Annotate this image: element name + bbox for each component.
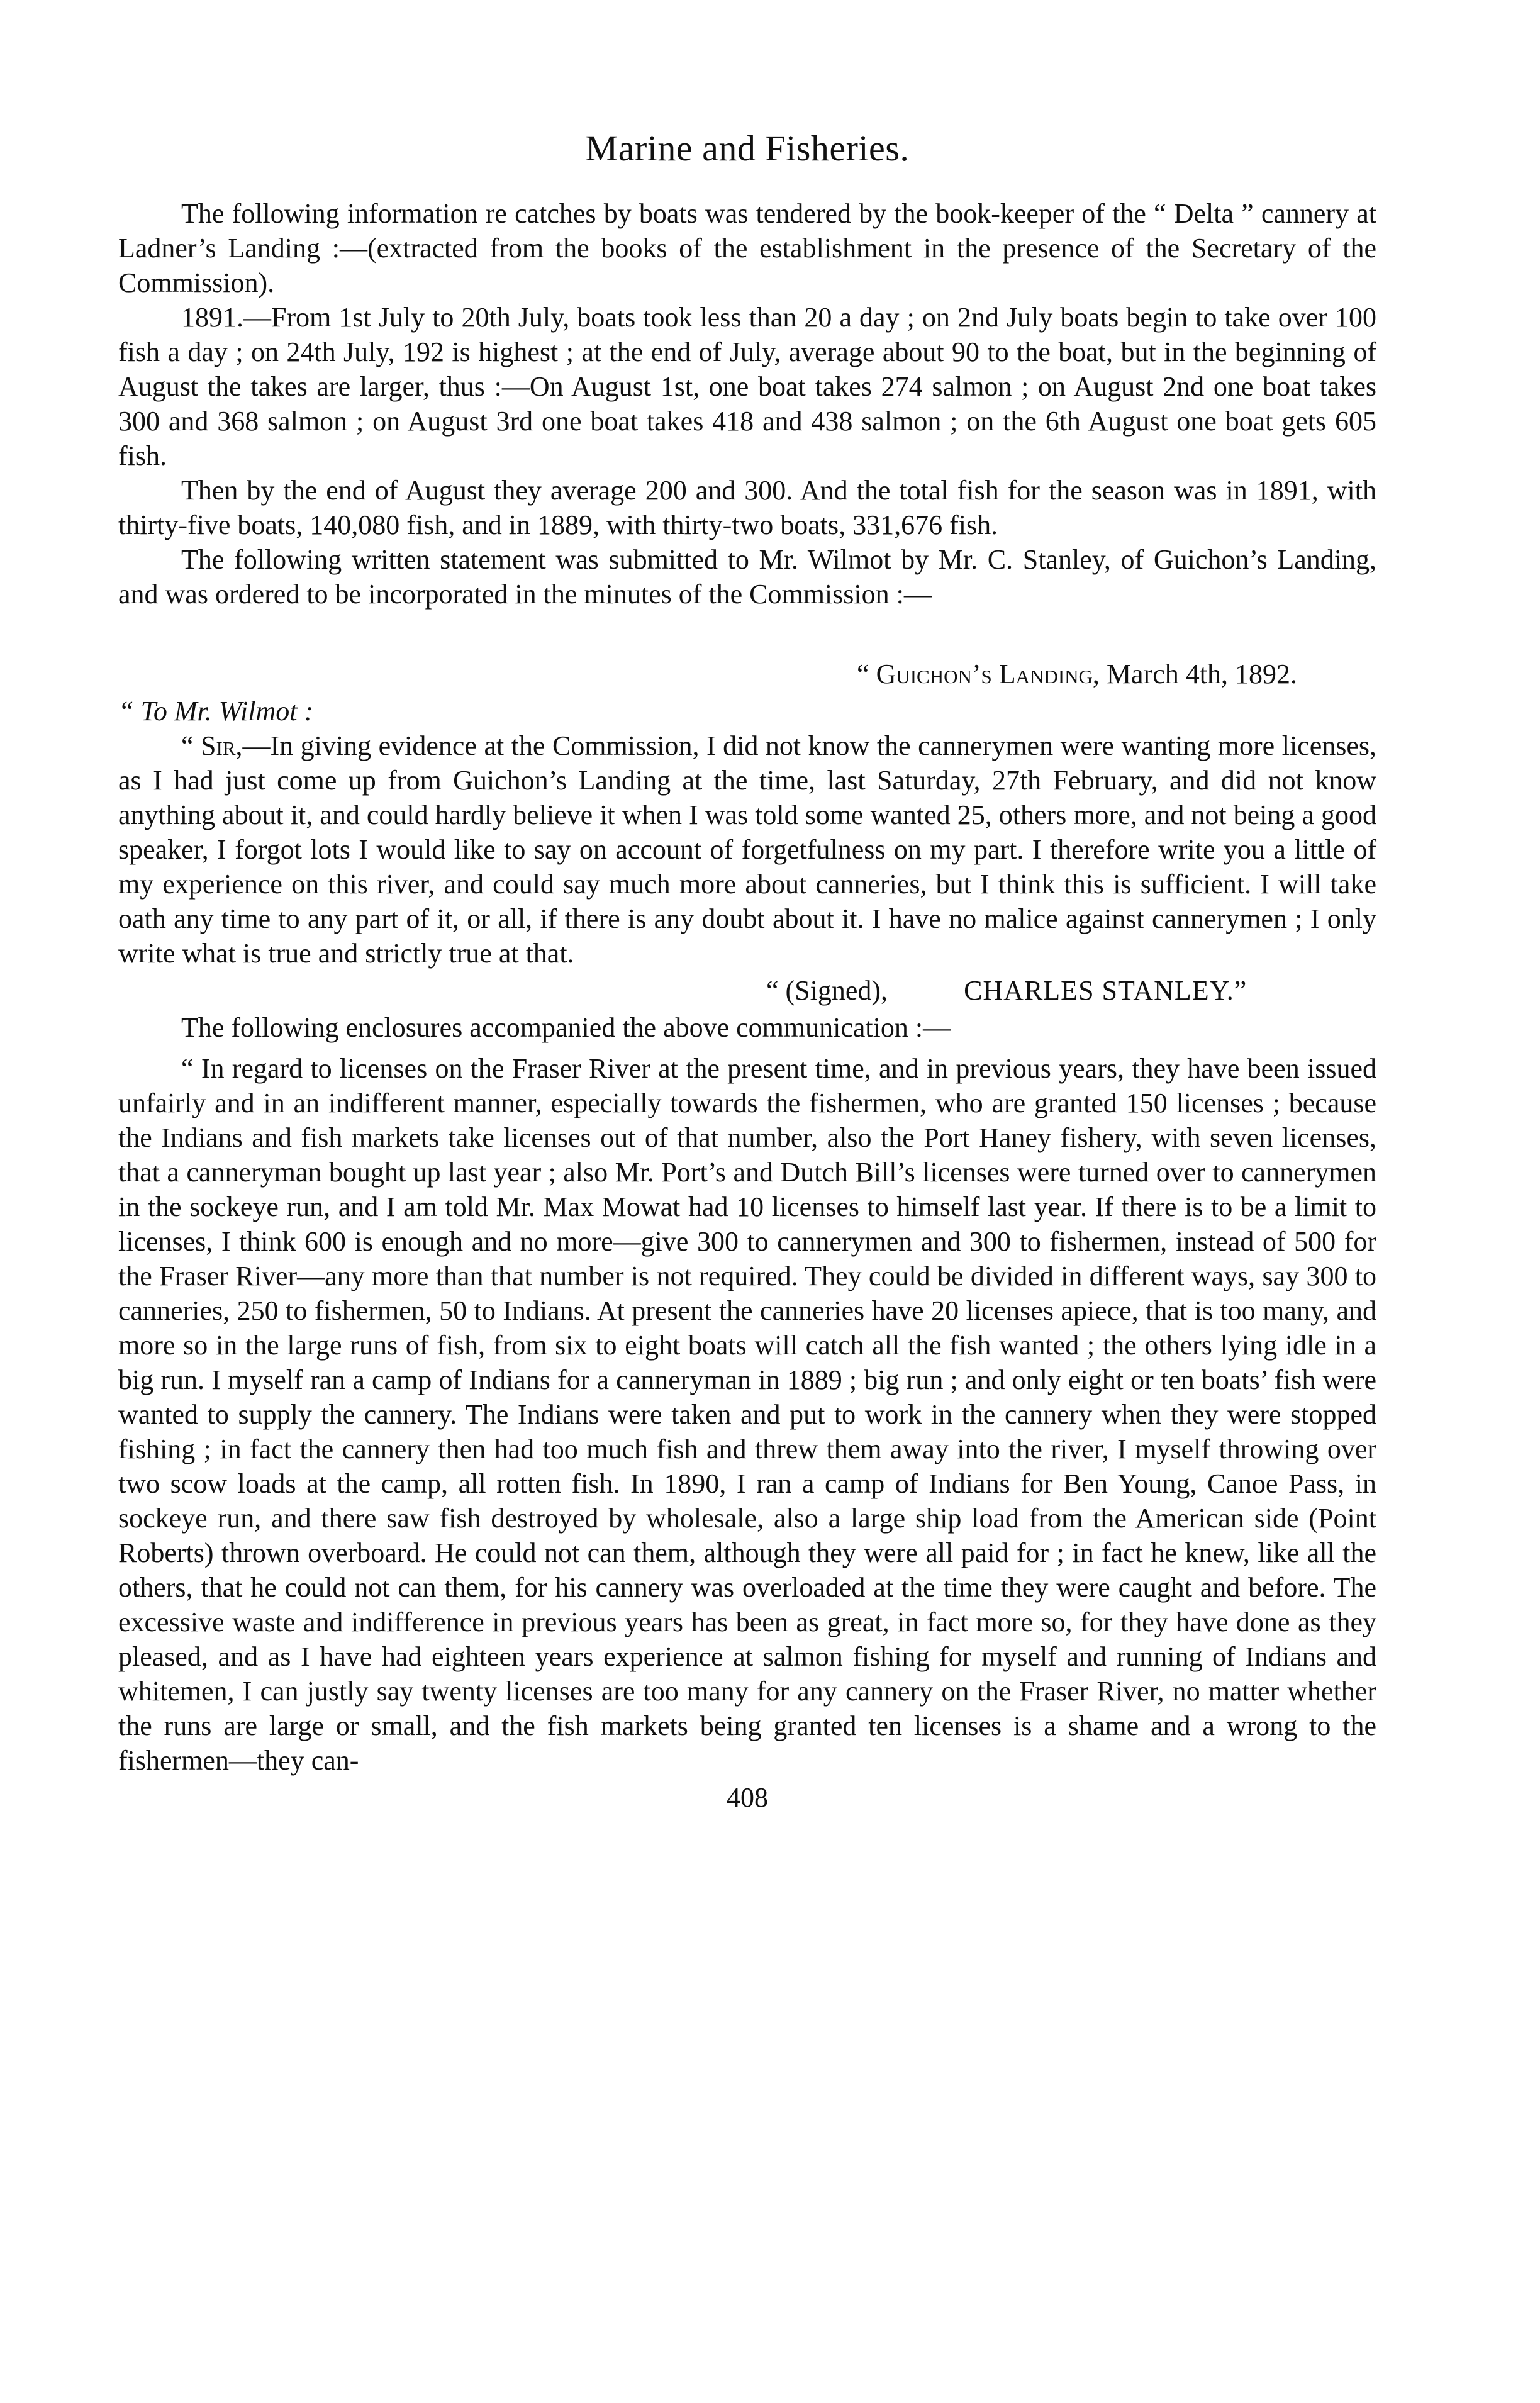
signed-label: “ (Signed), [766, 975, 888, 1006]
letter-salutation: “ To Mr. Wilmot : [118, 696, 314, 727]
enclosures-intro: The following enclosures accompanied the above communication :— [181, 1012, 951, 1043]
page-number: 408 [727, 1782, 768, 1813]
letter-dateline [118, 657, 1376, 691]
running-head: Marine and Fisheries. [585, 128, 910, 169]
paragraph-written-statement: The following written statement was submitted to Mr. Wilmot by Mr. C. Stanley, of Guichon’s Landing, and was ordered to be incorporated in the minutes of the Commission :— [118, 544, 1376, 610]
letter-opening: “ Sir, [181, 730, 243, 761]
dateline-place: “ Guichon’s Landing, [857, 659, 1100, 689]
document-page [118, 123, 1376, 1815]
letter-body-text: —In giving evidence at the Commission, I did not know the cannerymen were wanting more licenses, as I had just come up from Guichon’s Landing at the time, last Saturday, 27th February, and did not know anything about it, and could hardly believe it when I was told some wanted 25, others more, and not being a good speaker, I forgot lots I would like to say on account of forgetfulness on my part. I therefore write you a little of my experience on this river, and could say much more about canneries, but I think this is sufficient. I will take oath any time to any part of it, or all, if there is any doubt about it. I have no malice against cannerymen ; I only write what is true and strictly true at that. [118, 730, 1376, 969]
letter-signature [118, 973, 1376, 1008]
paragraph-delta-cannery: The following information re catches by boats was tendered by the book-keeper of the “ Delta ” cannery at Ladner’s Landing :—(extracted from the books of the establishment in the presence of the Secretary of the Commission). [118, 198, 1376, 298]
paragraph-spacer [118, 1045, 1376, 1051]
enclosure-licenses-text: “ In regard to licenses on the Fraser River at the present time, and in previous years, they have been issued unfairly and in an indifferent manner, especially towards the fishermen, who are granted 150 licenses ; because the Indians and fish markets take licenses out of that number, also the Port Haney fishery, with seven licenses, that a canneryman bought up last year ; also Mr. Port’s and Dutch Bill’s licenses were turned over to cannerymen in the sockeye run, and I am told Mr. Max Mowat had 10 licenses to himself last year. If there is to be a limit to licenses, I think 600 is enough and no more—give 300 to cannerymen and 300 to fishermen, instead of 500 for the Fraser River—any more than that number is not required. They could be divided in different ways, say 300 to canneries, 250 to fishermen, 50 to Indians. At present the canneries have 20 licenses apiece, that is too many, and more so in the large runs of fish, from six to eight boats will catch all the fish wanted ; the others lying idle in a big run. I myself ran a camp of Indians for a canneryman in 1889 ; big run ; and only eight or ten boats’ fish were wanted to supply the cannery. The Indians were taken and put to work in the cannery when they were stopped fishing ; in fact the cannery then had too much fish and threw them away into the river, I myself throwing over two scow loads at the camp, all rotten fish. In 1890, I ran a camp of Indians for Ben Young, Canoe Pass, in sockeye run, and there saw fish destroyed by wholesale, also a large ship load from the American side (Point Roberts) thrown overboard. He could not can them, although they were all paid for ; in fact he knew, like all the others, that he could not can them, for his cannery was overloaded at the time they were caught and before. The excessive waste and indifference in previous years has been as great, in fact more so, for they have done as they pleased, and as I have had eighteen years experience at salmon fishing for myself and running of Indians and whitemen, I can justly say twenty licenses are too many for any cannery on the Fraser River, no matter whether the runs are large or small, and the fish markets being granted ten licenses is a shame and a wrong to the fishermen—they can- [118, 1053, 1376, 1776]
paragraph-season-totals: Then by the end of August they average 200 and 300. And the total fish for the season was in 1891, with thirty-five boats, 140,080 fish, and in 1889, with thirty-two boats, 331,676 fish. [118, 475, 1376, 540]
paragraph-1891-catches: 1891.—From 1st July to 20th July, boats took less than 20 a day ; on 2nd July boats begin to take over 100 fish a day ; on 24th July, 192 is highest ; at the end of July, average about 90 to the boat, but in the beginning of August the takes are larger, thus :—On August 1st, one boat takes 274 salmon ; on August 2nd one boat takes 300 and 368 salmon ; on August 3rd one boat takes 418 and 438 salmon ; on the 6th August one boat gets 605 fish. [118, 302, 1376, 471]
letter-body [118, 728, 1376, 971]
signatory-name: CHARLES STANLEY.” [964, 975, 1247, 1006]
dateline-date: March 4th, 1892. [1106, 659, 1297, 689]
